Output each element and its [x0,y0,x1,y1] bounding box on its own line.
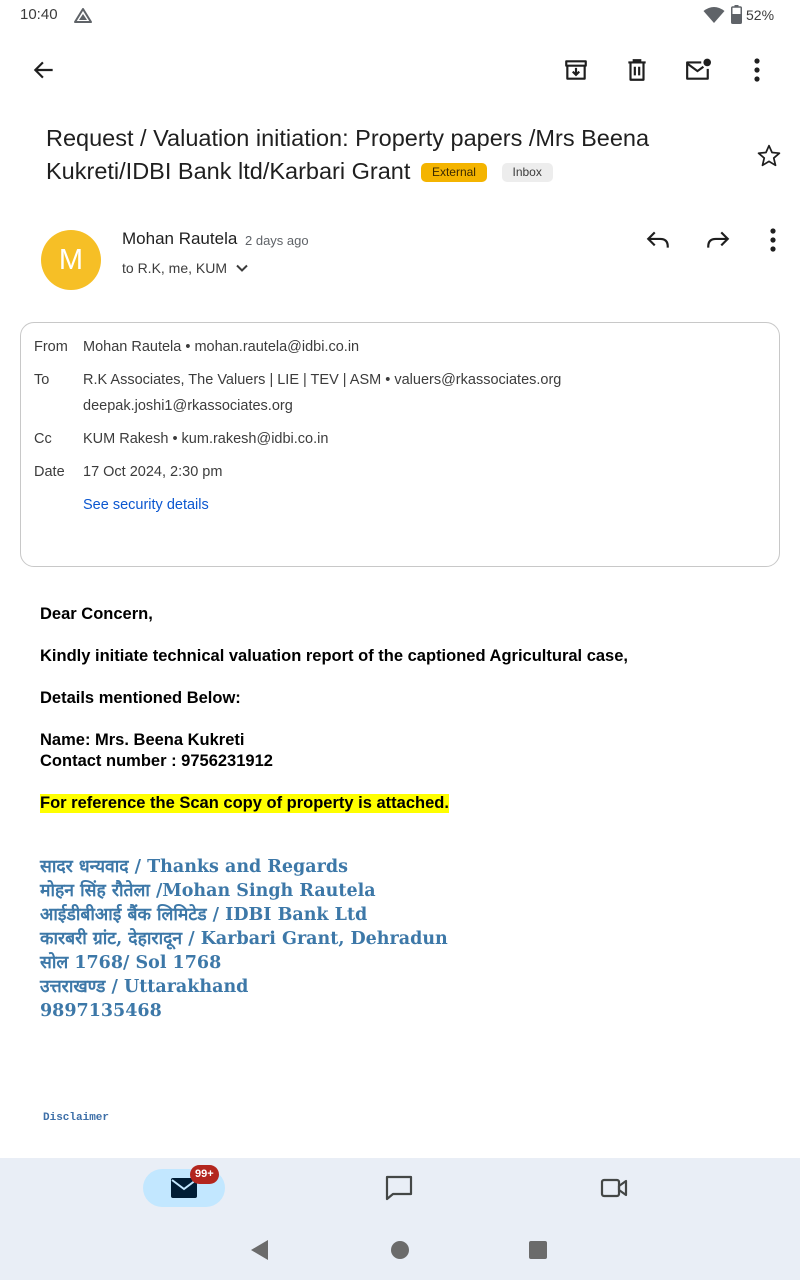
back-button[interactable] [28,54,60,86]
more-vert-icon [753,57,761,83]
message-details-card [20,322,780,567]
to-value-secondary: deepak.joshi1@rkassociates.org [83,398,293,414]
battery-percentage: 52% [746,7,775,23]
contact-line: Contact number : 9756231912 [40,752,273,770]
system-recents-button[interactable] [524,1236,552,1264]
triangle-back-icon [248,1238,270,1262]
cc-label: Cc [34,431,52,447]
to-value: R.K Associates, The Valuers | LIE | TEV | ASM • valuers@rkassociates.org [83,372,562,388]
arrow-back-icon [31,57,57,83]
delete-button[interactable] [621,54,653,86]
more-options-button[interactable] [743,54,771,86]
signature-line: मोहन सिंह रौतेला /Mohan Singh Rautela [40,881,376,901]
subject-text: Request / Valuation initiation: Property papers /Mrs Beena Kukreti/IDBI Bank ltd/Karbari Grant [46,125,650,184]
system-back-button[interactable] [244,1236,274,1264]
cc-value: KUM Rakesh • kum.rakesh@idbi.co.in [83,431,329,447]
body-line: Kindly initiate technical valuation report of the captioned Agricultural case, [40,647,628,665]
sender-name[interactable]: Mohan Rautela [122,229,238,248]
signature-line: सादर धन्यवाद / Thanks and Regards [40,857,348,877]
name-line: Name: Mrs. Beena Kukreti [40,731,245,749]
signature-phone: 9897135468 [40,1001,162,1021]
chat-icon [384,1174,414,1202]
body-line: Details mentioned Below: [40,689,241,707]
date-label: Date [34,464,65,480]
video-camera-icon [599,1176,629,1200]
status-time: 10:40 [20,6,58,23]
status-bar [0,0,800,32]
reply-button[interactable] [642,224,674,256]
reply-icon [645,227,671,253]
sent-time: 2 days ago [245,233,309,248]
nav-meet-tab[interactable] [595,1170,633,1206]
security-details-link[interactable]: See security details [83,497,209,513]
mark-unread-button[interactable] [681,54,715,86]
signature-line: उत्तराखण्ड / Uttarakhand [40,977,249,997]
nav-chat-tab[interactable] [380,1170,418,1206]
wifi-icon [703,6,725,24]
from-value: Mohan Rautela • mohan.rautela@idbi.co.in [83,339,360,355]
greeting: Dear Concern, [40,605,153,623]
system-home-button[interactable] [386,1236,414,1264]
signature-line: सोल 1768/ Sol 1768 [40,953,222,973]
forward-button[interactable] [702,224,734,256]
avatar[interactable]: M [41,230,101,290]
signature-line: कारबरी ग्रांट, देहारादून / Karbari Grant, Dehradun [40,929,448,949]
square-recents-icon [528,1240,548,1260]
archive-icon [563,57,589,83]
unread-count-badge: 99+ [190,1165,219,1184]
email-subject [46,122,736,188]
message-more-button[interactable] [759,224,787,256]
inbox-label[interactable]: Inbox [502,163,553,182]
recipients-text: to R.K, me, KUM [122,260,228,276]
recipients-toggle[interactable] [122,260,249,276]
archive-button[interactable] [560,54,592,86]
drive-icon [73,7,93,25]
more-vert-icon [769,227,777,253]
attachment-note: For reference the Scan copy of property is attached. [40,794,449,812]
battery-icon [731,5,742,24]
chevron-down-icon [235,263,249,273]
forward-icon [705,227,731,253]
from-label: From [34,339,68,355]
star-icon [756,143,782,169]
star-button[interactable] [753,140,785,172]
circle-home-icon [390,1240,410,1260]
signature-line: आईडीबीआई बैंक लिमिटेड / IDBI Bank Ltd [40,905,368,925]
disclaimer-link[interactable]: Disclaimer [43,1112,110,1124]
signature [40,855,448,1023]
to-label: To [34,372,50,388]
date-value: 17 Oct 2024, 2:30 pm [83,464,223,480]
mark-unread-icon [683,57,713,83]
external-label: External [421,163,487,182]
trash-icon [624,57,650,83]
